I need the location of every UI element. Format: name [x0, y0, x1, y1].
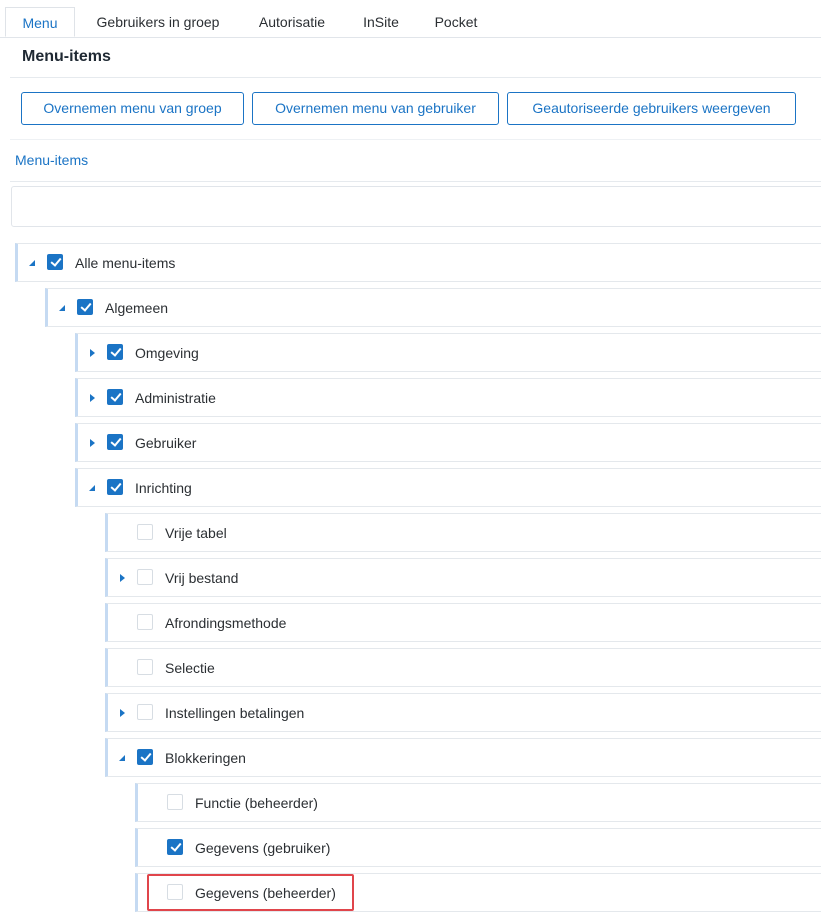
tree-checkbox[interactable] [107, 479, 123, 495]
tree-checkbox[interactable] [137, 749, 153, 765]
tree-item-label: Inrichting [135, 480, 192, 496]
copy-menu-from-user-button[interactable]: Overnemen menu van gebruiker [252, 92, 499, 125]
tree-row[interactable] [135, 783, 821, 822]
tree-row[interactable] [75, 378, 821, 417]
tree-row[interactable] [105, 693, 821, 732]
tree-item-label: Selectie [165, 660, 215, 676]
tree-row[interactable] [135, 828, 821, 867]
tree-row[interactable] [75, 468, 821, 507]
caret-right-icon[interactable] [88, 393, 98, 403]
tree-row[interactable] [105, 603, 821, 642]
tree-checkbox[interactable] [107, 344, 123, 360]
caret-down-icon[interactable] [58, 303, 68, 313]
tree-item-label: Gebruiker [135, 435, 197, 451]
tree-item-label: Administratie [135, 390, 216, 406]
tree-checkbox[interactable] [137, 524, 153, 540]
tree-item-label: Algemeen [105, 300, 169, 316]
tree-checkbox[interactable] [167, 884, 183, 900]
tree-checkbox[interactable] [167, 794, 183, 810]
tree-checkbox[interactable] [77, 299, 93, 315]
tab-insite[interactable]: InSite [363, 14, 399, 30]
tree-checkbox[interactable] [107, 434, 123, 450]
copy-menu-from-group-button[interactable]: Overnemen menu van groep [21, 92, 244, 125]
tree-item-label: Functie (beheerder) [195, 795, 318, 811]
caret-right-icon[interactable] [118, 708, 128, 718]
tree-item-label: Gegevens (beheerder) [195, 885, 336, 901]
divider [10, 139, 821, 140]
tree-row[interactable] [135, 873, 821, 912]
tree-item-label: Afrondingsmethode [165, 615, 287, 631]
tree-item-label: Alle menu-items [75, 255, 176, 271]
tree-item-label: Gegevens (gebruiker) [195, 840, 331, 856]
tab-bar [0, 0, 821, 38]
tree-item-label: Instellingen betalingen [165, 705, 305, 721]
tab-pocket[interactable]: Pocket [434, 14, 478, 30]
tree-row[interactable] [75, 333, 821, 372]
tree-checkbox[interactable] [137, 569, 153, 585]
tree-checkbox[interactable] [167, 839, 183, 855]
tree-checkbox[interactable] [47, 254, 63, 270]
tree-item-label: Vrij bestand [165, 570, 239, 586]
search-input[interactable] [11, 186, 821, 227]
tree-item-label: Blokkeringen [165, 750, 246, 766]
tab-menu[interactable]: Menu [5, 7, 75, 37]
tree-checkbox[interactable] [137, 659, 153, 675]
tree-row[interactable] [105, 558, 821, 597]
tree-row[interactable] [15, 243, 821, 282]
tree-row[interactable] [105, 513, 821, 552]
caret-down-icon[interactable] [88, 483, 98, 493]
caret-right-icon[interactable] [88, 348, 98, 358]
tree-row[interactable] [45, 288, 821, 327]
caret-right-icon[interactable] [88, 438, 98, 448]
caret-right-icon[interactable] [118, 573, 128, 583]
divider [10, 181, 821, 182]
tree-checkbox[interactable] [107, 389, 123, 405]
show-authorized-users-button[interactable]: Geautoriseerde gebruikers weergeven [507, 92, 796, 125]
tree-row[interactable] [105, 648, 821, 687]
tree-checkbox[interactable] [137, 704, 153, 720]
tree-row[interactable] [105, 738, 821, 777]
tab-gebruikers-in-groep[interactable]: Gebruikers in groep [96, 14, 220, 30]
tree-item-label: Omgeving [135, 345, 199, 361]
tree-item-label: Vrije tabel [165, 525, 227, 541]
divider [10, 77, 821, 78]
menu-items-link[interactable]: Menu-items [15, 152, 89, 168]
tree-checkbox[interactable] [137, 614, 153, 630]
tab-autorisatie[interactable]: Autorisatie [258, 14, 326, 30]
caret-down-icon[interactable] [28, 258, 38, 268]
caret-down-icon[interactable] [118, 753, 128, 763]
tree-row[interactable] [75, 423, 821, 462]
page-title: Menu-items [22, 48, 111, 65]
